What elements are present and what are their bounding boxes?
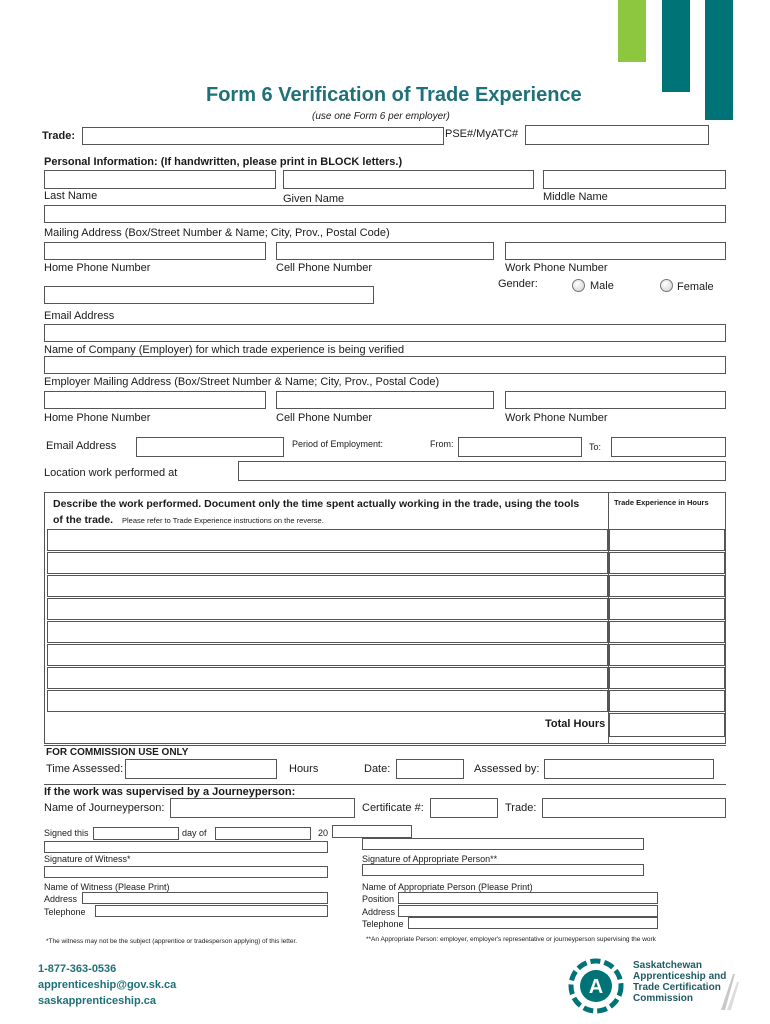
journeyperson-name-input[interactable] xyxy=(170,798,355,818)
given-name-input[interactable] xyxy=(283,170,534,189)
work-row-4[interactable] xyxy=(47,598,608,620)
hours-label: Hours xyxy=(289,763,319,775)
last-name-label: Last Name xyxy=(44,190,98,202)
employer-email-input[interactable] xyxy=(136,437,284,457)
decor-bar-teal-1 xyxy=(662,0,690,92)
from-input[interactable] xyxy=(458,437,582,457)
commission-heading: FOR COMMISSION USE ONLY xyxy=(46,747,189,758)
commission-logo-icon xyxy=(563,958,629,1014)
cell-phone-input[interactable] xyxy=(276,242,494,260)
describe-text-2: of the trade. xyxy=(53,514,114,526)
trade-label: Trade: xyxy=(42,130,76,142)
logo-mark: A xyxy=(588,976,604,998)
date-input[interactable] xyxy=(396,759,464,779)
describe-note: Please refer to Trade Experience instructions on the reverse. xyxy=(122,516,324,525)
company-name-label: Name of Company (Employer) for which trade experience is being verified xyxy=(44,344,405,356)
employer-cell-phone-input[interactable] xyxy=(276,391,494,409)
position-input[interactable] xyxy=(398,892,658,904)
witness-telephone-input[interactable] xyxy=(95,905,328,917)
gender-label: Gender: xyxy=(498,278,538,290)
witness-telephone-label: Telephone xyxy=(44,907,86,917)
mailing-address-label: Mailing Address (Box/Street Number & Name; City, Prov., Postal Code) xyxy=(44,227,390,239)
appropriate-signature-input[interactable] xyxy=(362,838,644,850)
logo-line-2: Apprenticeship and xyxy=(633,971,727,982)
assessed-by-label: Assessed by: xyxy=(474,763,540,775)
work-row-5[interactable] xyxy=(47,621,608,643)
hours-row-6[interactable] xyxy=(609,644,725,666)
date-label: Date: xyxy=(364,763,391,775)
to-input[interactable] xyxy=(611,437,726,457)
witness-signature-input[interactable] xyxy=(44,841,328,853)
middle-name-label: Middle Name xyxy=(543,191,608,203)
hours-row-4[interactable] xyxy=(609,598,725,620)
female-radio[interactable] xyxy=(660,279,673,292)
journey-divider xyxy=(44,784,726,785)
witness-name-label: Name of Witness (Please Print) xyxy=(44,882,170,892)
appropriate-address-input[interactable] xyxy=(398,905,658,917)
logo xyxy=(563,958,743,1014)
contact-email[interactable]: apprenticeship@gov.sk.ca xyxy=(38,979,177,991)
female-label: Female xyxy=(677,281,714,293)
employer-mailing-input[interactable] xyxy=(44,356,726,374)
journey-heading: If the work was supervised by a Journeyperson: xyxy=(44,786,296,798)
signed-this-label: Signed this xyxy=(44,828,89,838)
from-label: From: xyxy=(430,439,454,449)
hours-row-3[interactable] xyxy=(609,575,725,597)
logo-arrow-icon xyxy=(719,972,741,1012)
page-subtitle: (use one Form 6 per employer) xyxy=(312,111,450,122)
decor-bar-green xyxy=(618,0,646,62)
time-assessed-label: Time Assessed: xyxy=(46,763,124,775)
witness-address-input[interactable] xyxy=(82,892,328,904)
witness-address-label: Address xyxy=(44,894,78,904)
appropriate-footnote: **An Appropriate Person: employer, employer's representative or journeyperson supervising the work xyxy=(366,936,656,943)
hours-row-1[interactable] xyxy=(609,529,725,551)
pse-label: PSE#/MyATC# xyxy=(445,128,519,140)
total-hours-input[interactable] xyxy=(609,713,725,737)
position-label: Position xyxy=(362,894,395,904)
witness-footnote: *The witness may not be the subject (apprentice or tradesperson applying) of this letter. xyxy=(46,938,298,945)
logo-line-4: Commission xyxy=(633,993,694,1004)
page-title: Form 6 Verification of Trade Experience xyxy=(206,84,582,106)
work-row-1[interactable] xyxy=(47,529,608,551)
work-row-2[interactable] xyxy=(47,552,608,574)
hours-row-8[interactable] xyxy=(609,690,725,712)
appropriate-name-input[interactable] xyxy=(362,864,644,876)
employer-cell-phone-label: Cell Phone Number xyxy=(276,412,372,424)
day-of-label: day of xyxy=(182,828,207,838)
work-phone-label: Work Phone Number xyxy=(505,262,608,274)
male-label: Male xyxy=(590,280,614,292)
logo-line-3: Trade Certification xyxy=(633,982,721,993)
location-label: Location work performed at xyxy=(44,467,178,479)
describe-text-1: Describe the work performed. Document only the time spent actually working in the trade, using the tools xyxy=(53,498,580,510)
year-prefix-label: 20 xyxy=(318,828,329,838)
signed-year-input[interactable] xyxy=(332,825,412,838)
mailing-address-input[interactable] xyxy=(44,205,726,223)
contact-phone: 1-877-363-0536 xyxy=(38,963,117,975)
witness-name-input[interactable] xyxy=(44,866,328,878)
to-label: To: xyxy=(589,442,602,452)
employer-mailing-label: Employer Mailing Address (Box/Street Number & Name; City, Prov., Postal Code) xyxy=(44,376,440,388)
logo-text xyxy=(633,960,726,1004)
certificate-label: Certificate #: xyxy=(362,802,424,814)
email-label: Email Address xyxy=(44,310,115,322)
middle-name-input[interactable] xyxy=(543,170,726,189)
hours-header: Trade Experience in Hours xyxy=(614,498,709,507)
employer-email-label: Email Address xyxy=(46,440,117,452)
appropriate-telephone-label: Telephone xyxy=(362,919,404,929)
work-row-6[interactable] xyxy=(47,644,608,666)
trade-input[interactable] xyxy=(82,127,444,145)
personal-heading: Personal Information: (If handwritten, please print in BLOCK letters.) xyxy=(44,156,403,168)
work-phone-input[interactable] xyxy=(505,242,726,260)
hours-row-2[interactable] xyxy=(609,552,725,574)
cell-phone-label: Cell Phone Number xyxy=(276,262,372,274)
pse-input[interactable] xyxy=(525,125,709,145)
journey-trade-label: Trade: xyxy=(505,802,537,814)
time-assessed-input[interactable] xyxy=(125,759,277,779)
contact-web[interactable]: saskapprenticeship.ca xyxy=(38,995,157,1007)
certificate-input[interactable] xyxy=(430,798,498,818)
logo-line-1: Saskatchewan xyxy=(633,960,702,971)
decor-bar-teal-2 xyxy=(705,0,733,120)
home-phone-input[interactable] xyxy=(44,242,266,260)
period-label: Period of Employment: xyxy=(292,439,384,449)
email-input[interactable] xyxy=(44,286,374,304)
last-name-input[interactable] xyxy=(44,170,276,189)
appropriate-signature-label: Signature of Appropriate Person** xyxy=(362,854,498,864)
signed-day-input[interactable] xyxy=(93,827,179,840)
witness-signature-label: Signature of Witness* xyxy=(44,854,131,864)
employer-home-phone-input[interactable] xyxy=(44,391,266,409)
location-input[interactable] xyxy=(238,461,726,481)
home-phone-label: Home Phone Number xyxy=(44,262,151,274)
hours-row-7[interactable] xyxy=(609,667,725,689)
work-row-7[interactable] xyxy=(47,667,608,689)
assessed-by-input[interactable] xyxy=(544,759,714,779)
employer-home-phone-label: Home Phone Number xyxy=(44,412,151,424)
work-row-3[interactable] xyxy=(47,575,608,597)
company-name-input[interactable] xyxy=(44,324,726,342)
employer-work-phone-label: Work Phone Number xyxy=(505,412,608,424)
male-radio[interactable] xyxy=(572,279,585,292)
signed-month-input[interactable] xyxy=(215,827,311,840)
given-name-label: Given Name xyxy=(283,193,345,205)
work-row-8[interactable] xyxy=(47,690,608,712)
appropriate-address-label: Address xyxy=(362,907,396,917)
employer-work-phone-input[interactable] xyxy=(505,391,726,409)
hours-row-5[interactable] xyxy=(609,621,725,643)
appropriate-telephone-input[interactable] xyxy=(408,917,658,929)
journey-trade-input[interactable] xyxy=(542,798,726,818)
appropriate-name-label: Name of Appropriate Person (Please Print) xyxy=(362,882,533,892)
journeyperson-name-label: Name of Journeyperson: xyxy=(44,802,165,814)
total-hours-label: Total Hours xyxy=(545,718,606,730)
